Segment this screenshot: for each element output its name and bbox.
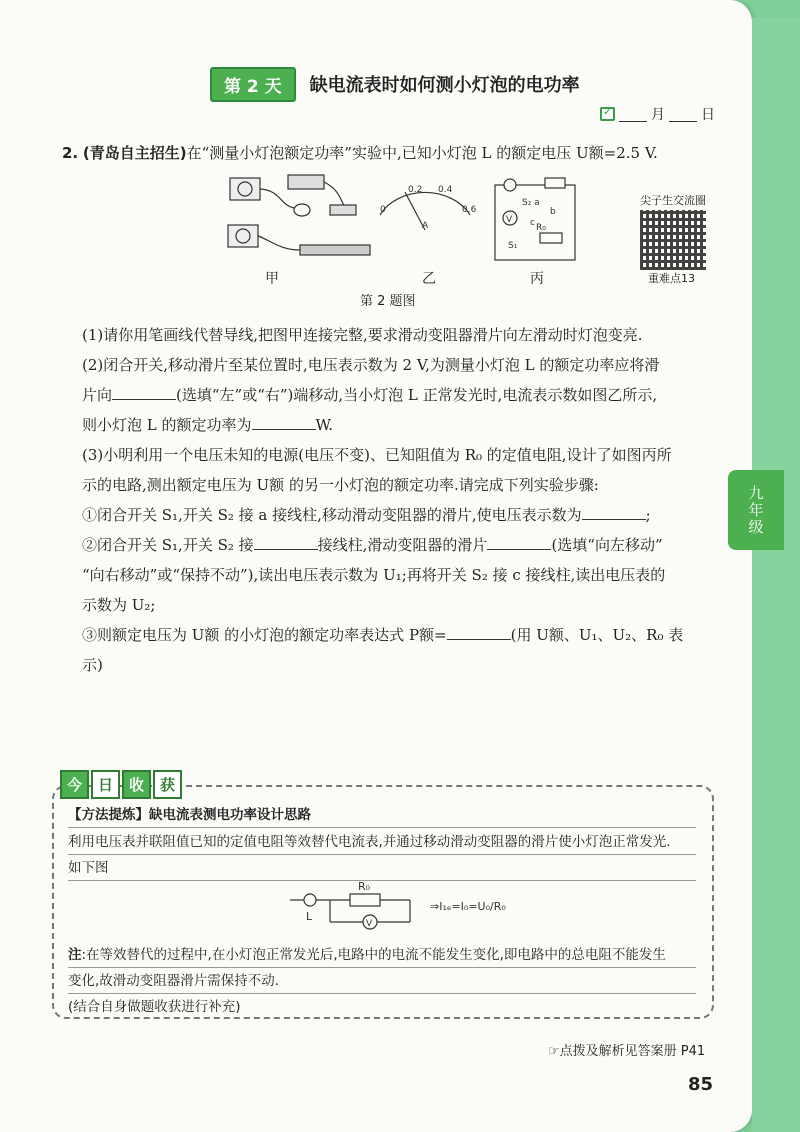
- question-text: 在“测量小灯泡额定功率”实验中,已知小灯泡 L 的额定电压 U额=2.5 V.: [186, 144, 658, 162]
- svg-text:S₂ a: S₂ a: [522, 198, 540, 208]
- figure-bing: [495, 178, 575, 260]
- figure-jia: [228, 175, 370, 255]
- method-line-2: 如下图: [68, 856, 696, 881]
- date-field: [600, 104, 715, 124]
- answer-blank[interactable]: [112, 383, 176, 400]
- part-2a: (2)闭合开关,移动滑片至某位置时,电压表示数为 2 V,为测量小灯泡 L 的额定功率应将滑: [82, 356, 660, 374]
- part-1: (1)请你用笔画线代替导线,把图甲连接完整,要求滑动变阻器滑片向左滑动时灯泡变亮.: [82, 326, 643, 344]
- qr-code[interactable]: [640, 210, 706, 270]
- page-number: 85: [688, 1074, 714, 1095]
- svg-text:R₀: R₀: [358, 880, 371, 893]
- calendar-icon: [600, 107, 615, 121]
- note-line-1: 注:在等效替代的过程中,在小灯泡正常发光后,电路中的电流不能发生变化,即电路中的总电阻不能发生: [68, 943, 696, 968]
- answer-blank[interactable]: [252, 413, 316, 430]
- svg-text:V: V: [366, 919, 373, 929]
- grade-tab: 九年级: [728, 470, 784, 550]
- month-label: 月: [651, 107, 665, 123]
- part-3b: 示的电路,测出额定电压为 U额 的另一小灯泡的额定功率.请完成下列实验步骤:: [82, 476, 599, 494]
- figure-caption: 第 2 题图: [360, 294, 416, 309]
- circuit-figures: [210, 170, 710, 290]
- step-2c: 示数为 U₂;: [82, 596, 156, 614]
- answer-blank[interactable]: [487, 533, 551, 550]
- day-badge: 第 2 天: [210, 67, 296, 102]
- qr-title: 尖子生交流圈: [640, 194, 706, 207]
- qr-footer: 重难点13: [648, 272, 695, 285]
- figure-label-jia: 甲: [265, 271, 279, 287]
- answer-blank[interactable]: [254, 533, 318, 550]
- svg-text:A: A: [422, 221, 429, 231]
- section-header: [210, 68, 580, 100]
- svg-text:b: b: [550, 207, 556, 217]
- harvest-title: 今 日 收 获: [60, 770, 182, 799]
- question-source: (青岛自主招生): [82, 144, 187, 162]
- svg-text:⇒I₁ₑ=I₀=U₀/R₀: ⇒I₁ₑ=I₀=U₀/R₀: [430, 900, 506, 913]
- svg-text:L: L: [306, 910, 313, 923]
- answer-blank[interactable]: [582, 503, 646, 520]
- question-stem: [62, 138, 692, 168]
- svg-text:0: 0: [380, 205, 386, 215]
- method-line-1: 利用电压表并联阻值已知的定值电阻等效替代电流表,并通过移动滑动变阻器的滑片使小灯泡正常发光.: [68, 830, 696, 855]
- svg-text:V: V: [506, 215, 513, 225]
- day-label: 日: [701, 107, 715, 123]
- step-2: ②闭合开关 S₁,开关 S₂ 接 接线柱,滑动变阻器的滑片 (选填“向左移动”: [82, 530, 694, 560]
- step-1: ①闭合开关 S₁,开关 S₂ 接 a 接线柱,移动滑动变阻器的滑片,使电压表示数为 ;: [82, 500, 694, 530]
- figure-yi: [380, 185, 477, 231]
- figure-label-bing: 丙: [530, 271, 544, 287]
- part-2b: 片向 (选填“左”或“右”)端移动,当小灯泡 L 正常发光时,电流表示数如图乙所示,: [82, 380, 694, 410]
- svg-text:0.6: 0.6: [462, 205, 477, 215]
- svg-text:S₁: S₁: [508, 241, 518, 251]
- supplement-line: (结合自身做题收获进行补充): [68, 999, 241, 1015]
- part-3a: (3)小明利用一个电压未知的电源(电压不变)、已知阻值为 R₀ 的定值电阻,设计了如图丙所: [82, 446, 672, 464]
- svg-text:R₀: R₀: [536, 223, 546, 233]
- svg-text:0.4: 0.4: [438, 185, 453, 195]
- svg-text:0.2: 0.2: [408, 185, 423, 195]
- answer-blank[interactable]: [447, 623, 511, 640]
- harvest-circuit: [280, 880, 580, 940]
- question-number: 2.: [62, 144, 79, 162]
- step-3: ③则额定电压为 U额 的小灯泡的额定功率表达式 P额= (用 U额、U₁、U₂、R₀ 表示): [82, 620, 694, 680]
- figure-label-yi: 乙: [422, 271, 436, 287]
- step-2b: “向右移动”或“保持不动”),读出电压表示数为 U₁;再将开关 S₂ 接 c 接线柱,读出电压表的: [82, 566, 666, 584]
- part-2c: 则小灯泡 L 的额定功率为 W.: [82, 410, 694, 440]
- method-heading: 【方法提炼】缺电流表测电功率设计思路: [68, 803, 696, 828]
- section-title: 缺电流表时如何测小灯泡的电功率: [309, 75, 580, 96]
- svg-text:c: c: [530, 218, 535, 228]
- question-parts: [82, 320, 694, 680]
- answer-reference: ☞点拨及解析见答案册 P41: [548, 1044, 706, 1059]
- page-edge: [752, 18, 800, 1132]
- note-line-2: 变化,故滑动变阻器滑片需保持不动.: [68, 969, 696, 994]
